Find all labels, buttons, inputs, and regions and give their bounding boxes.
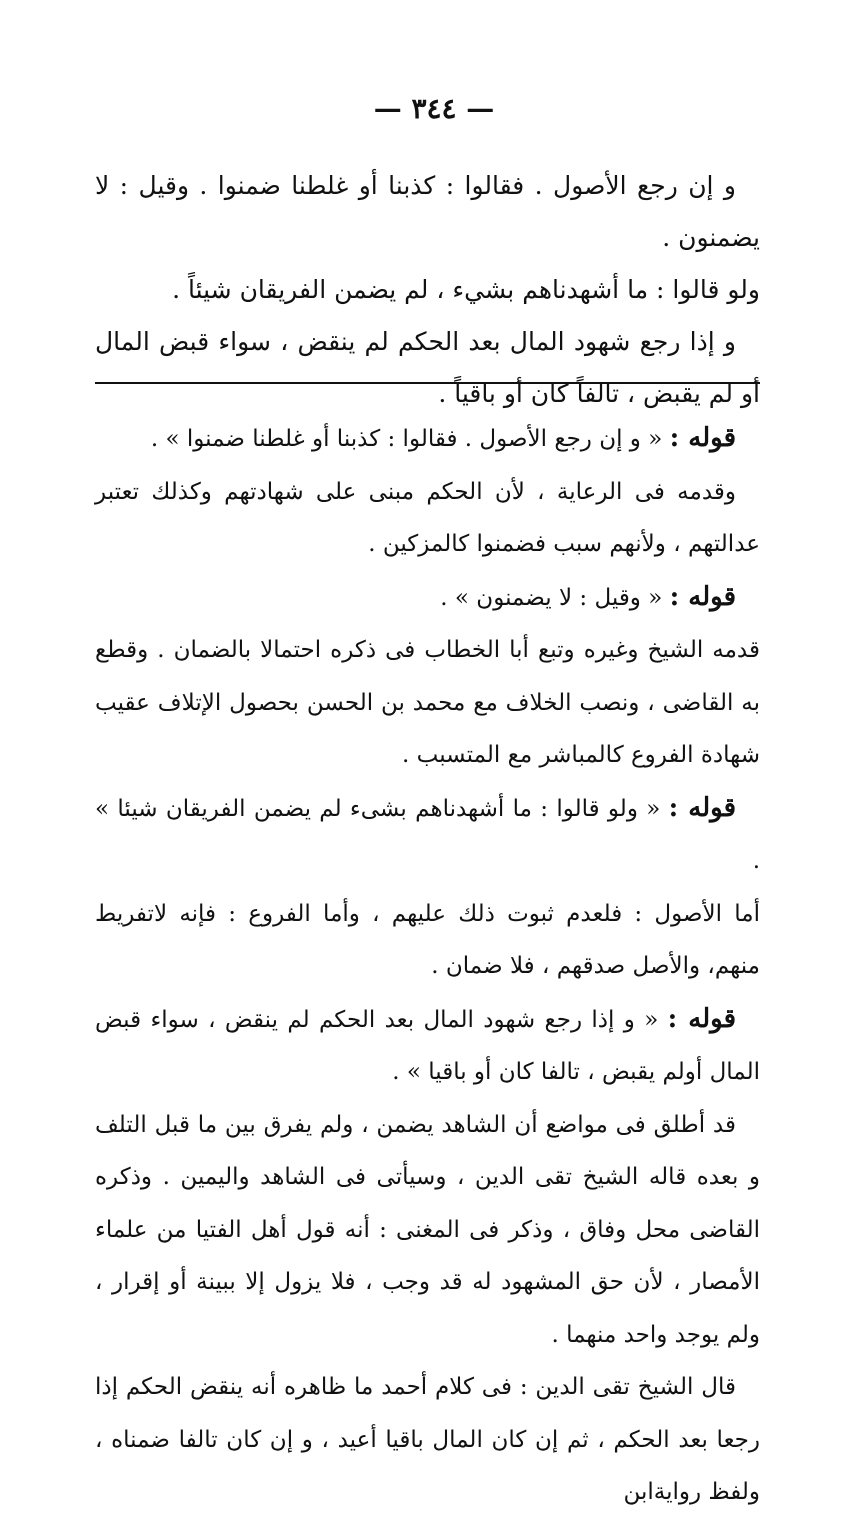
commentary-label: قوله : xyxy=(669,581,736,612)
commentary-label: قوله : xyxy=(669,423,736,453)
main-paragraph-3: و إذا رجع شهود المال بعد الحكم لم ينقض ، سواء قبض المال أو لم يقبض ، تالفاً كان أو باقياً . xyxy=(95,327,760,408)
page-number: — ٣٤٤ — xyxy=(373,92,495,125)
commentary-heading-1 xyxy=(95,412,760,466)
commentary-paragraph-2: قدمه الشيخ وغيره وتبع أبا الخطاب فى ذكره احتمالا بالضمان . وقطع به القاضى ، ونصب الخلاف مع محمد بن الحسن بحصول الإتلاف عقيب شهادة الفروع كالمباشر مع المتسبب . xyxy=(95,637,760,768)
commentary-paragraph-3: أما الأصول : فلعدم ثبوت ذلك عليهم ، وأما الفروع : فإنه لاتفريط منهم، والأصل صدقهم ، فلا ضمان . xyxy=(95,900,760,979)
commentary-paragraph-1: وقدمه فى الرعاية ، لأن الحكم مبنى على شهادتهم وكذلك تعتبر عدالتهم ، ولأنهم سبب فضمنوا كالمزكين . xyxy=(95,478,760,557)
main-paragraph-1: و إن رجع الأصول . فقالوا : كذبنا أو غلطنا ضمنوا . وقيل : لا يضمنون . xyxy=(95,171,760,252)
commentary-heading-2 xyxy=(95,571,760,625)
commentary-heading-3 xyxy=(95,782,760,888)
commentary-quote: « ولو قالوا : ما أشهدناهم بشىء لم يضمن الفريقان شيئا » . xyxy=(95,795,760,874)
footnote-separator xyxy=(95,382,760,384)
main-text xyxy=(95,160,760,420)
commentary-text xyxy=(95,412,760,1519)
commentary-quote: « و إن رجع الأصول . فقالوا : كذبنا أو غلطنا ضمنوا » . xyxy=(150,426,663,452)
commentary-quote: « و إذا رجع شهود المال بعد الحكم لم ينقض ، سواء قبض المال أولم يقبض ، تالفا كان أو باقيا » . xyxy=(95,1006,760,1085)
commentary-heading-4 xyxy=(95,993,760,1099)
main-paragraph-2: ولو قالوا : ما أشهدناهم بشيء ، لم يضمن الفريقان شيئاً . xyxy=(172,275,760,304)
commentary-quote: « وقيل : لا يضمنون » . xyxy=(440,584,663,611)
commentary-paragraph-4: قد أطلق فى مواضع أن الشاهد يضمن ، ولم يفرق بين ما قبل التلف و بعده قاله الشيخ تقى الدين ، وسيأتى فى الشاهد واليمين . وذكره القاضى محل وفاق ، وذكر فى المغنى : أنه قول أهل الفتيا من علماء الأمصار ، لأن حق المشهود له قد وجب ، فلا يزول إلا ببينة أو إقرار ، ولم يوجد واحد منهما . xyxy=(95,1111,760,1348)
commentary-label: قوله : xyxy=(668,792,736,823)
commentary-label: قوله : xyxy=(667,1003,736,1034)
commentary-paragraph-5: قال الشيخ تقى الدين : فى كلام أحمد ما ظاهره أنه ينقض الحكم إذا رجعا بعد الحكم ، ثم إن كان المال باقيا أعيد ، و إن كان تالفا ضمناه ، ولفظ روايةابن xyxy=(95,1374,760,1505)
